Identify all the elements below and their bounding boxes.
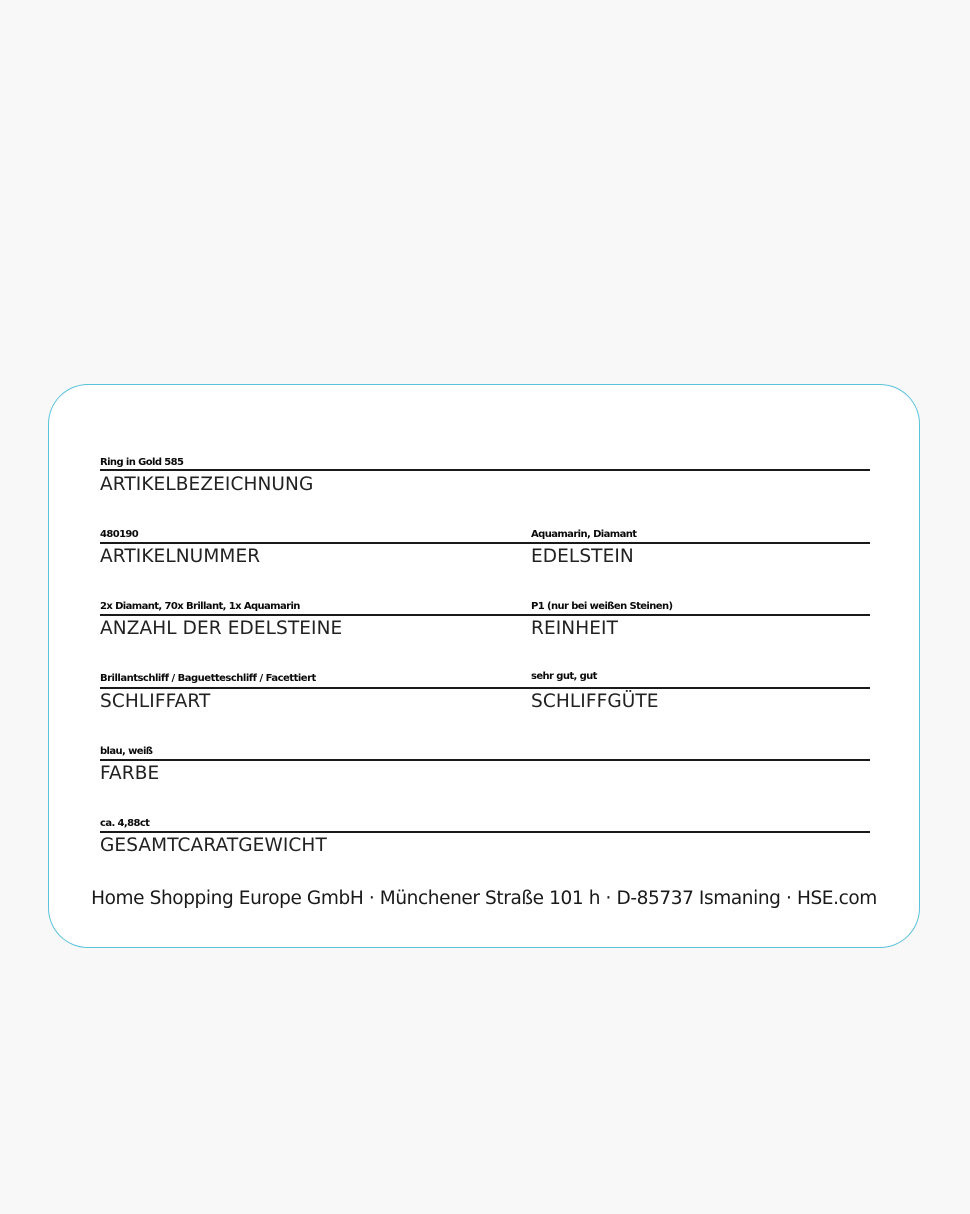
product-name-label: ARTIKELBEZEICHNUNG — [100, 474, 314, 495]
field-product-name — [100, 432, 870, 500]
total-carat-label: GESAMTCARATGEWICHT — [100, 835, 327, 856]
divider — [531, 542, 870, 544]
product-name-value: Ring in Gold 585 — [100, 457, 184, 468]
clarity-value: P1 (nur bei weißen Steinen) — [531, 601, 673, 612]
field-cut — [100, 648, 531, 716]
divider — [100, 831, 870, 833]
article-number-value: 480190 — [100, 529, 139, 540]
gem-count-value: 2x Diamant, 70x Brillant, 1x Aquamarin — [100, 601, 300, 612]
cut-grade-label: SCHLIFFGÜTE — [531, 691, 659, 712]
field-clarity — [531, 576, 870, 644]
divider — [531, 614, 870, 616]
clarity-label: REINHEIT — [531, 618, 618, 639]
cut-label: SCHLIFFART — [100, 691, 211, 712]
divider — [100, 469, 870, 471]
divider — [531, 687, 870, 689]
field-color — [100, 721, 870, 789]
cut-value: Brillantschliff / Baguetteschliff / Facettiert — [100, 673, 316, 684]
field-article-number — [100, 504, 531, 572]
field-gemstone — [531, 504, 870, 572]
total-carat-value: ca. 4,88ct — [100, 818, 150, 829]
gemstone-value: Aquamarin, Diamant — [531, 529, 637, 540]
cut-grade-value: sehr gut, gut — [531, 671, 597, 682]
gem-count-label: ANZAHL DER EDELSTEINE — [100, 618, 343, 639]
company-footer: Home Shopping Europe GmbH · Münchener Straße 101 h · D-85737 Ismaning · HSE.com — [91, 888, 877, 909]
field-total-carat — [100, 793, 870, 861]
article-number-label: ARTIKELNUMMER — [100, 546, 261, 567]
field-gem-count — [100, 576, 531, 644]
divider — [100, 759, 870, 761]
gemstone-label: EDELSTEIN — [531, 546, 634, 567]
divider — [100, 687, 531, 689]
divider — [100, 614, 531, 616]
field-cut-grade — [531, 648, 870, 716]
color-value: blau, weiß — [100, 746, 153, 757]
color-label: FARBE — [100, 763, 160, 784]
divider — [100, 542, 531, 544]
